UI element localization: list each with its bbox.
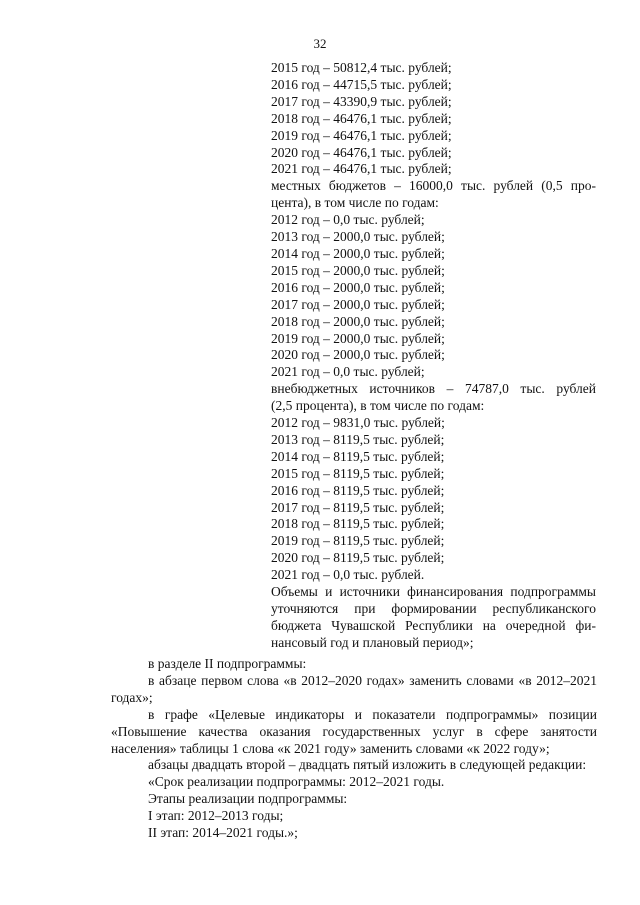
year-line: 2020 год – 2000,0 тыс. рублей; [271,347,445,363]
year-line: 2018 год – 8119,5 тыс. рублей; [271,516,445,532]
year-line: 2016 год – 2000,0 тыс. рублей; [271,279,445,295]
paragraph: в графе «Целевые индикаторы и показатели подпрограммы» позиции «Повышение качества оказания государственных услуг в сфере занятости населения» таблицы 1 слова «к 2021 году» заменить словами «к 2022 году»; [111,706,597,756]
year-line: 2016 год – 44715,5 тыс. рублей; [271,76,452,92]
year-line: 2019 год – 46476,1 тыс. рублей; [271,127,452,143]
financing-note-line: бюджета Чувашской Республики на очередной фи- [271,617,596,633]
financing-note-line: нансовый год и плановый период»; [271,634,474,650]
amendment-text [111,656,597,842]
paragraph: абзацы двадцать второй – двадцать пятый изложить в следующей редакции: [148,757,587,773]
year-line: 2019 год – 8119,5 тыс. рублей; [271,533,445,549]
quoted-line: Этапы реализации подпрограммы: [148,791,348,807]
year-line: 2017 год – 43390,9 тыс. рублей; [271,93,452,109]
year-line: 2019 год – 2000,0 тыс. рублей; [271,330,445,346]
extrabudget-heading-cont: (2,5 процента), в том числе по годам: [271,398,485,414]
financing-column [271,60,596,652]
year-line: 2021 год – 0,0 тыс. рублей; [271,364,425,380]
section-heading: в разделе II подпрограммы: [148,656,307,671]
year-line: 2021 год – 0,0 тыс. рублей. [271,567,425,583]
year-line: 2015 год – 50812,4 тыс. рублей; [271,60,452,75]
year-line: 2015 год – 8119,5 тыс. рублей; [271,465,445,481]
local-budget-heading: местных бюджетов – 16000,0 тыс. рублей (0,5 про- [271,178,596,194]
year-line: 2013 год – 2000,0 тыс. рублей; [271,229,445,245]
year-line: 2017 год – 8119,5 тыс. рублей; [271,499,445,515]
year-line: 2012 год – 9831,0 тыс. рублей; [271,415,445,431]
quoted-line: II этап: 2014–2021 годы.»; [148,825,298,841]
year-line: 2021 год – 46476,1 тыс. рублей; [271,161,452,177]
year-line: 2020 год – 8119,5 тыс. рублей; [271,550,445,566]
year-line: 2014 год – 8119,5 тыс. рублей; [271,448,445,464]
financing-note-line: Объемы и источники финансирования подпрограммы [271,584,596,600]
financing-note-line: уточняются при формировании республиканского [271,601,596,616]
paragraph: в абзаце первом слова «в 2012–2020 годах» заменить словами «в 2012–2021 годах»; [111,672,597,705]
year-line: 2017 год – 2000,0 тыс. рублей; [271,296,445,312]
year-line: 2015 год – 2000,0 тыс. рублей; [271,262,445,278]
year-line: 2012 год – 0,0 тыс. рублей; [271,212,425,228]
quoted-line: «Срок реализации подпрограммы: 2012–2021 годы. [148,774,445,790]
year-line: 2018 год – 2000,0 тыс. рублей; [271,313,445,329]
year-line: 2018 год – 46476,1 тыс. рублей; [271,110,452,126]
year-line: 2020 год – 46476,1 тыс. рублей; [271,144,452,160]
page-number: 32 [313,36,327,51]
local-budget-heading-cont: цента), в том числе по годам: [271,195,439,211]
year-line: 2013 год – 8119,5 тыс. рублей; [271,431,445,447]
quoted-line: I этап: 2012–2013 годы; [148,808,284,824]
year-line: 2016 год – 8119,5 тыс. рублей; [271,482,445,498]
extrabudget-heading: внебюджетных источников – 74787,0 тыс. рублей [271,381,596,397]
year-line: 2014 год – 2000,0 тыс. рублей; [271,245,445,261]
